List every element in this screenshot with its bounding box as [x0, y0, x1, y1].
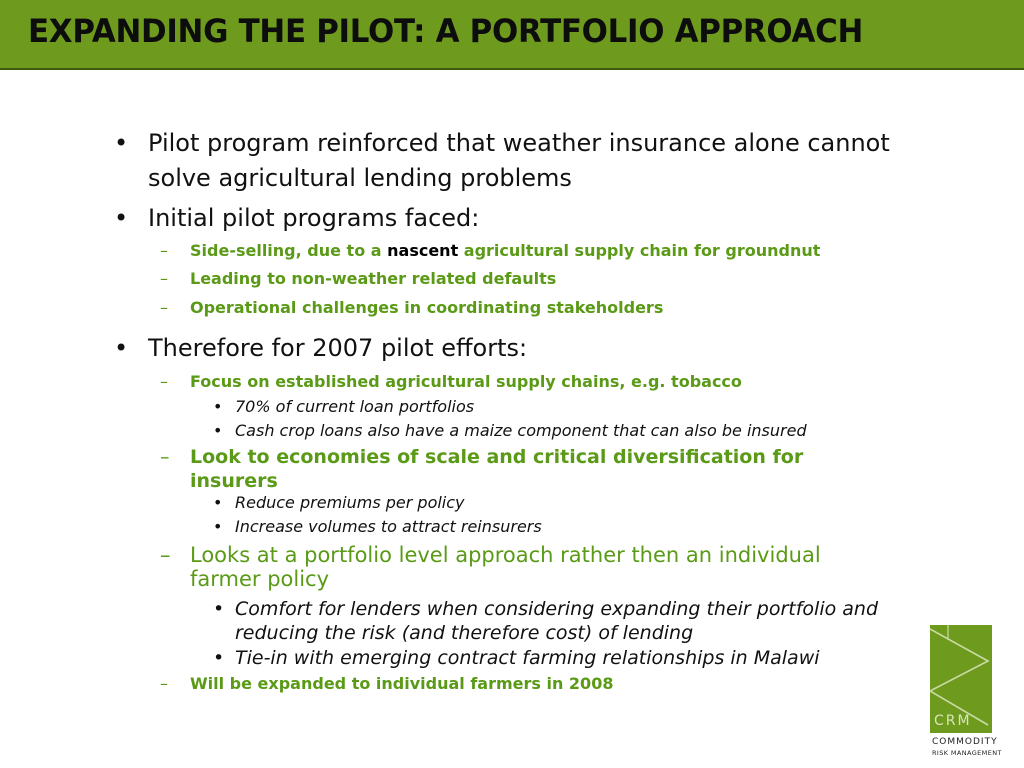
dash-marker: – — [160, 674, 168, 693]
sub-bullet-text — [190, 237, 890, 265]
sub-bullet-text: Operational challenges in coordinating stakeholders — [190, 298, 664, 317]
slide-title: EXPANDING THE PILOT: A PORTFOLIO APPROACH — [28, 12, 864, 50]
sub-sub-bullet-text: Reduce premiums per policy — [235, 493, 465, 512]
sub-sub-bullet-text: 70% of current loan portfolios — [235, 397, 475, 416]
text-post: agricultural supply chain for groundnut — [458, 241, 821, 260]
bullet-text: Initial pilot programs faced: — [148, 204, 480, 232]
sub-bullet-defaults — [160, 265, 890, 293]
dash-marker: – — [160, 241, 168, 260]
sub-bullet-operational — [160, 294, 890, 322]
dash-marker: – — [160, 269, 168, 288]
dash-marker: – — [160, 372, 168, 391]
sub-bullet-economies — [160, 445, 890, 493]
sub-sub-bullet-comfort — [213, 597, 925, 645]
bullet-marker: • — [213, 493, 223, 512]
bullet-3 — [114, 331, 938, 366]
bullet-2 — [114, 201, 938, 236]
text-pre: Side-selling, due to a — [190, 241, 388, 260]
dash-marker: – — [160, 298, 168, 317]
bullet-marker: • — [213, 517, 223, 536]
bullet-text: Therefore for 2007 pilot efforts: — [148, 334, 528, 362]
logo-company-subtitle: RISK MANAGEMENT — [932, 749, 1002, 757]
sub-bullet-side-selling — [160, 237, 890, 265]
dash-marker: – — [160, 543, 171, 567]
bullet-marker: • — [114, 129, 129, 157]
logo-mark — [930, 625, 992, 733]
sub-bullet-text: Will be expanded to individual farmers in 2008 — [190, 674, 614, 693]
logo-mark-text: CRM — [934, 713, 972, 729]
bullet-marker: • — [213, 421, 223, 440]
bullet-text: Pilot program reinforced that weather insurance alone cannot solve agricultural lending problems — [148, 129, 890, 192]
sub-sub-bullet-volumes — [213, 515, 925, 539]
bullet-marker: • — [114, 204, 129, 232]
sub-bullet-focus — [160, 368, 890, 396]
sub-sub-bullet-text: Cash crop loans also have a maize component that can also be insured — [235, 421, 807, 440]
bullet-marker: • — [213, 397, 223, 416]
sub-bullet-text: Leading to non-weather related defaults — [190, 269, 557, 288]
sub-sub-bullet-text: Comfort for lenders when considering expanding their portfolio and reducing the risk (and therefore cost) of lending — [235, 598, 879, 644]
sub-bullet-text: Focus on established agricultural supply chains, e.g. tobacco — [190, 372, 742, 391]
bullet-marker: • — [213, 647, 225, 669]
sub-sub-bullet-premiums — [213, 491, 925, 515]
sub-sub-bullet-text: Increase volumes to attract reinsurers — [235, 517, 542, 536]
sub-bullet-text: Looks at a portfolio level approach rather then an individual farmer policy — [190, 543, 821, 591]
title-bar — [0, 0, 1024, 70]
sub-sub-bullet-cash-crop — [213, 419, 925, 443]
text-emphasis: nascent — [387, 241, 459, 260]
sub-bullet-text: Look to economies of scale and critical diversification for insurers — [190, 446, 804, 492]
sub-bullet-expansion — [160, 670, 890, 698]
sub-sub-bullet-tie-in — [213, 646, 925, 670]
bullet-marker: • — [114, 334, 129, 362]
sub-sub-bullet-text: Tie-in with emerging contract farming relationships in Malawi — [235, 647, 820, 669]
bullet-1 — [114, 126, 938, 196]
bullet-marker: • — [213, 598, 225, 620]
logo-company-name: COMMODITY — [932, 737, 998, 747]
sub-bullet-portfolio-level — [160, 543, 890, 591]
crm-logo — [930, 625, 1002, 760]
sub-sub-bullet-loan-portfolios — [213, 395, 925, 419]
dash-marker: – — [160, 446, 170, 468]
